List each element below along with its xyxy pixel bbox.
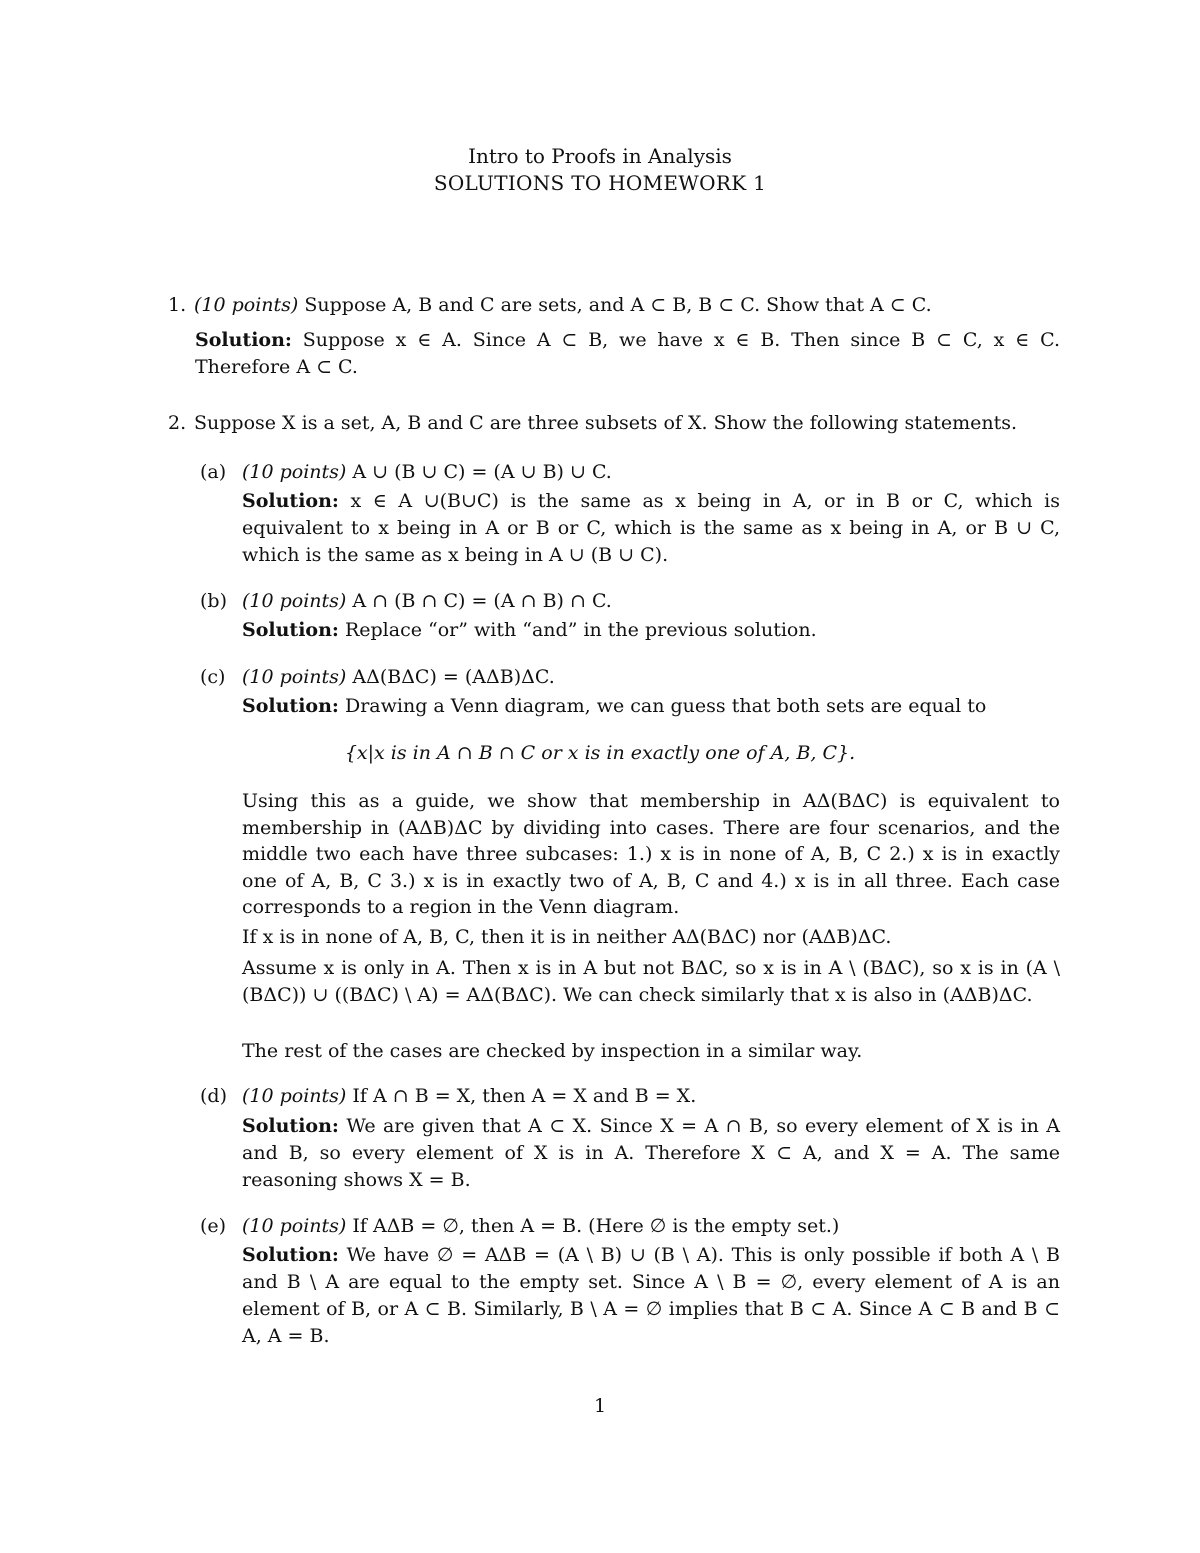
- problem-number: 1.: [168, 294, 187, 316]
- part-statement: [242, 1215, 839, 1237]
- part-text: If AΔB = ∅, then A = B. (Here ∅ is the empty set.): [352, 1215, 840, 1237]
- problem-text: Suppose A, B and C are sets, and A ⊂ B, B ⊂ C. Show that A ⊂ C.: [304, 294, 932, 316]
- part-statement: [242, 461, 612, 483]
- part-b-solution: [242, 617, 1060, 644]
- part-text: A ∪ (B ∪ C) = (A ∪ B) ∪ C.: [352, 461, 612, 483]
- problem-statement: [194, 294, 1060, 316]
- points-label: (10 points): [242, 1215, 347, 1237]
- part-text: If A ∩ B = X, then A = X and B = X.: [352, 1085, 697, 1107]
- part-text: A ∩ (B ∩ C) = (A ∩ B) ∩ C.: [352, 590, 612, 612]
- part-label: (d): [200, 1085, 227, 1107]
- part-c-solution: [242, 693, 1060, 720]
- part-d-solution: [242, 1113, 1060, 1194]
- set-expression: {x|x is in A ∩ B ∩ C or x is in exactly one of A, B, C}.: [344, 742, 856, 764]
- part-c-paragraph-2: If x is in none of A, B, C, then it is in neither AΔ(BΔC) nor (AΔB)ΔC.: [242, 926, 892, 948]
- part-a-solution: [242, 488, 1060, 569]
- points-label: (10 points): [242, 590, 347, 612]
- solution-text: Replace “or” with “and” in the previous solution.: [344, 619, 817, 641]
- page-number: 1: [593, 1395, 607, 1417]
- part-c-paragraph-3: Assume x is only in A. Then x is in A but not BΔC, so x is in A \ (BΔC), so x is in (A \ (BΔC)) ∪ ((BΔC) \ A) = AΔ(BΔC). We can check similarly that x is also in (AΔB)ΔC.: [242, 957, 1060, 1006]
- solution-label: Solution:: [242, 619, 339, 641]
- solution-label: Solution:: [242, 1115, 339, 1137]
- part-label: (b): [200, 590, 227, 612]
- part-statement: [242, 666, 555, 688]
- solution-label: Solution:: [242, 490, 339, 512]
- part-c-paragraph-1: Using this as a guide, we show that membership in AΔ(BΔC) is equivalent to membership in (AΔB)ΔC by dividing into cases. There are four scenarios, and the middle two each have three subcases: 1.) x is in none of A, B, C 2.) x is in exactly one of A, B, C 3.) x is in exactly two of A, B, C and 4.) x is in all three. Each case corresponds to a region in the Venn diagram.: [242, 790, 1060, 918]
- points-label: (10 points): [242, 1085, 347, 1107]
- problem-statement: Suppose X is a set, A, B and C are three subsets of X. Show the following statements.: [194, 412, 1018, 434]
- solution-text: We have ∅ = AΔB = (A \ B) ∪ (B \ A). This is only possible if both A \ B and B \ A are equal to the empty set. Since A \ B = ∅, every element of A is an element of B, or A ⊂ B. Similarly, B \ A = ∅ implies that B ⊂ A. Since A ⊂ B and B ⊂ A, A = B.: [242, 1244, 1060, 1347]
- solution-text: Suppose x ∈ A. Since A ⊂ B, we have x ∈ B. Then since B ⊂ C, x ∈ C. Therefore A ⊂ C.: [195, 329, 1060, 378]
- course-title: Intro to Proofs in Analysis: [468, 144, 732, 168]
- part-e-solution: [242, 1242, 1060, 1350]
- solution-label: Solution:: [242, 1244, 339, 1266]
- solution-label: Solution:: [242, 695, 339, 717]
- document-title: SOLUTIONS TO HOMEWORK 1: [433, 171, 767, 195]
- part-label: (a): [200, 461, 227, 483]
- part-statement: [242, 590, 612, 612]
- problem-1-solution: [195, 327, 1060, 381]
- part-c-paragraph-4: The rest of the cases are checked by inspection in a similar way.: [242, 1040, 863, 1062]
- part-label: (e): [200, 1215, 227, 1237]
- problem-number: 2.: [168, 412, 187, 434]
- solution-text: Drawing a Venn diagram, we can guess that both sets are equal to: [344, 695, 987, 717]
- points-label: (10 points): [242, 666, 347, 688]
- points-label: (10 points): [194, 294, 299, 316]
- part-statement: [242, 1085, 696, 1107]
- points-label: (10 points): [242, 461, 347, 483]
- solution-text: We are given that A ⊂ X. Since X = A ∩ B, so every element of X is in A and B, so every element of X is in A. Therefore X ⊂ A, and X = A. The same reasoning shows X = B.: [242, 1115, 1060, 1191]
- solution-text: x ∈ A ∪(B∪C) is the same as x being in A, or in B or C, which is equivalent to x being in A or B or C, which is the same as x being in A, or B ∪ C, which is the same as x being in A ∪ (B ∪ C).: [242, 490, 1060, 566]
- solution-label: Solution:: [195, 329, 292, 351]
- part-text: AΔ(BΔC) = (AΔB)ΔC.: [352, 666, 555, 688]
- part-label: (c): [200, 666, 226, 688]
